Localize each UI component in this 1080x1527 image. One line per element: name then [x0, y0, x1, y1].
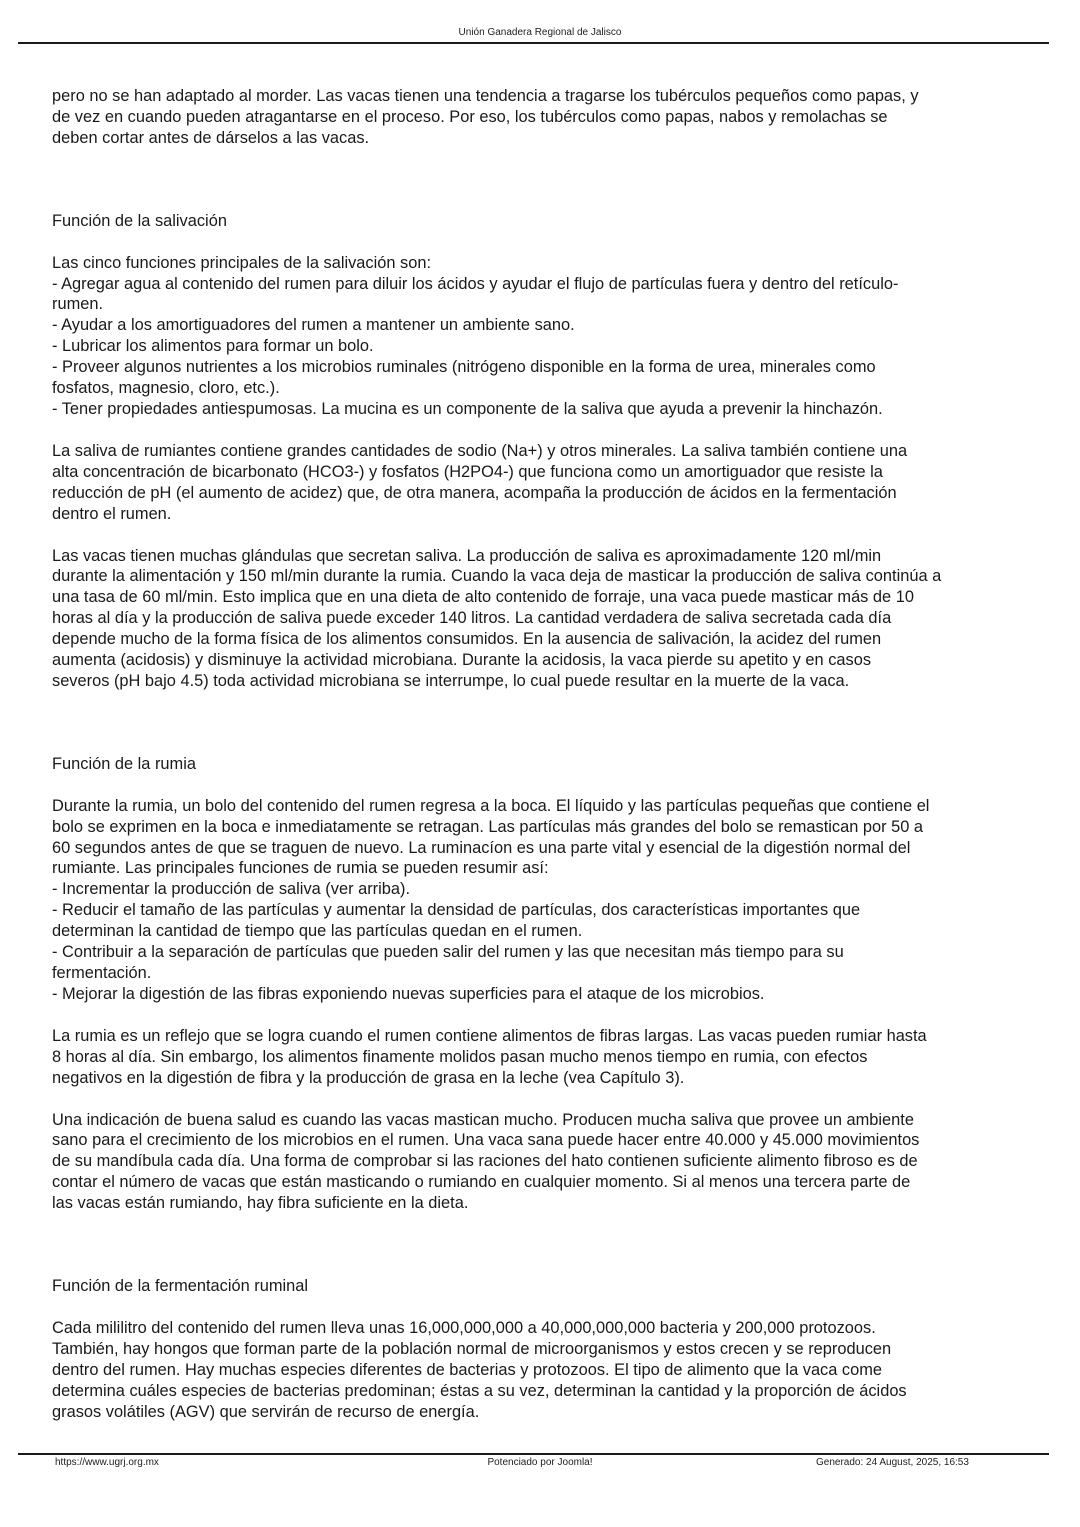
text-line: de su mandíbula cada día. Una forma de comprobar si las raciones del hato contienen suficiente alimento fibroso es de: [52, 1152, 918, 1171]
paragraph: [52, 1110, 1042, 1215]
list-item: - Tener propiedades antiespumosas. La mucina es un componente de la saliva que ayuda a prevenir la hinchazón.: [52, 399, 883, 418]
text-line: durante la alimentación y 150 ml/min durante la rumia. Cuando la vaca deja de masticar la producción de saliva continúa a: [52, 567, 942, 586]
paragraph: [52, 441, 1042, 525]
paragraph: [52, 796, 1042, 1005]
spacer: [52, 149, 1042, 211]
text-line: bolo se exprimen en la boca e inmediatamente se retragan. Las partículas más grandes del bolo se remastican por 50 a: [52, 817, 924, 836]
text-line: dentro del rumen. Hay muchas especies diferentes de bacterias y protozoos. El tipo de alimento que la vaca come: [52, 1360, 883, 1379]
text-line: Cada mililitro del contenido del rumen lleva unas 16,000,000,000 a 40,000,000,000 bacteria y 200,000 protozoos.: [52, 1318, 876, 1337]
header-divider: [18, 42, 1049, 44]
spacer: [52, 1297, 1042, 1318]
section-heading-salivacion: Función de la salivación: [52, 211, 227, 230]
text-line: La saliva de rumiantes contiene grandes cantidades de sodio (Na+) y otros minerales. La saliva también contiene una: [52, 441, 908, 460]
text-line: También, hay hongos que forman parte de la población normal de microorganismos y estos crecen y se reproducen: [52, 1339, 892, 1358]
paragraph: [52, 546, 1042, 692]
paragraph: [52, 1318, 1042, 1423]
text-line: determinan la cantidad de tiempo que las partículas quedan en el rumen.: [52, 922, 583, 941]
text-line: 8 horas al día. Sin embargo, los alimentos finamente molidos pasan mucho menos tiempo en rumia, con efectos: [52, 1047, 868, 1066]
list-item: - Reducir el tamaño de las partículas y aumentar la densidad de partículas, dos características importantes que: [52, 901, 861, 920]
spacer: [52, 232, 1042, 253]
spacer: [52, 420, 1042, 441]
spacer: [52, 1005, 1042, 1026]
text-line: las vacas están rumiando, hay fibra suficiente en la dieta.: [52, 1194, 469, 1213]
list-item: - Ayudar a los amortiguadores del rumen a mantener un ambiente sano.: [52, 316, 575, 335]
spacer: [52, 1214, 1042, 1276]
text-line: de vez en cuando pueden atragantarse en el proceso. Por eso, los tubérculos como papas, nabos y remolachas se: [52, 107, 888, 126]
text-line: fosfatos, magnesio, cloro, etc.).: [52, 379, 280, 398]
section-heading-fermentacion: Función de la fermentación ruminal: [52, 1277, 309, 1296]
paragraph: [52, 1026, 1042, 1089]
text-line: depende mucho de la forma física de los alimentos consumidos. En la ausencia de salivación, la acidez del rumen: [52, 630, 882, 649]
text-line: Durante la rumia, un bolo del contenido del rumen regresa a la boca. El líquido y las partículas pequeñas que contiene el: [52, 796, 930, 815]
text-line: rumen.: [52, 295, 104, 314]
list-item: - Contribuir a la separación de partículas que pueden salir del rumen y las que necesitan más tiempo para su: [52, 943, 844, 962]
text-line: severos (pH bajo 4.5) toda actividad microbiana se interrumpe, lo cual puede resultar en la muerte de la vaca.: [52, 671, 850, 690]
text-line: reducción de pH (el aumento de acidez) que, de otra manera, acompaña la producción de ácidos en la fermentación: [52, 483, 897, 502]
text-line: contar el número de vacas que están masticando o rumiando en cualquier momento. Si al menos una tercera parte de: [52, 1173, 911, 1192]
text-line: pero no se han adaptado al morder. Las vacas tienen una tendencia a tragarse los tubérculos pequeños como papas, y: [52, 87, 919, 105]
list-item: - Lubricar los alimentos para formar un bolo.: [52, 337, 374, 356]
text-line: dentro el rumen.: [52, 504, 172, 523]
footer-powered-by: Potenciado por Joomla!: [487, 1457, 593, 1468]
text-line: sano para el crecimiento de los microbios en el rumen. Una vaca sana puede hacer entre 40.000 y 45.000 movimientos: [52, 1131, 920, 1150]
footer-divider: [18, 1453, 1049, 1455]
paragraph: [52, 253, 1042, 420]
text-line: grasos volátiles (AGV) que servirán de recurso de energía.: [52, 1402, 480, 1421]
list-item: - Agregar agua al contenido del rumen para diluir los ácidos y ayudar el flujo de partículas fuera y dentro del retículo-: [52, 274, 899, 293]
text-line: alta concentración de bicarbonato (HCO3-) y fosfatos (H2PO4-) que funciona como un amortiguador que resiste la: [52, 462, 883, 481]
text-line: deben cortar antes de dárselos a las vacas.: [52, 128, 370, 147]
text-line: rumiante. Las principales funciones de rumia se pueden resumir así:: [52, 859, 549, 878]
intro-paragraph: [52, 86, 1042, 149]
list-item: - Mejorar la digestión de las fibras exponiendo nuevas superficies para el ataque de los microbios.: [52, 984, 765, 1003]
text-line: fermentación.: [52, 964, 152, 982]
spacer: [52, 1089, 1042, 1110]
text-line: 60 segundos antes de que se traguen de nuevo. La ruminacíon es una parte vital y esencial de la digestión normal del: [52, 838, 911, 857]
document-body: [52, 86, 1042, 1423]
document-header-title: Unión Ganadera Regional de Jalisco: [458, 27, 622, 38]
section-heading-rumia: Función de la rumia: [52, 754, 196, 773]
list-item: - Incrementar la producción de saliva (ver arriba).: [52, 880, 411, 899]
text-line: La rumia es un reflejo que se logra cuando el rumen contiene alimentos de fibras largas. Las vacas pueden rumiar hasta: [52, 1026, 927, 1045]
footer-generated-timestamp: Generado: 24 August, 2025, 16:53: [816, 1457, 969, 1468]
text-line: negativos en la digestión de fibra y la producción de grasa en la leche (vea Capítulo 3).: [52, 1068, 685, 1087]
text-line: una tasa de 60 ml/min. Esto implica que en una dieta de alto contenido de forraje, una vaca puede masticar más de 10: [52, 588, 914, 607]
text-line: Las vacas tienen muchas glándulas que secretan saliva. La producción de saliva es aproximadamente 120 ml/min: [52, 546, 882, 565]
text-line: determina cuáles especies de bacterias predominan; éstas a su vez, determinan la cantidad y la proporción de ácidos: [52, 1381, 907, 1400]
text-line: Las cinco funciones principales de la salivación son:: [52, 253, 432, 272]
spacer: [52, 692, 1042, 754]
text-line: horas al día y la producción de saliva puede exceder 140 litros. La cantidad verdadera de saliva secretada cada día: [52, 609, 892, 628]
text-line: Una indicación de buena salud es cuando las vacas mastican mucho. Producen mucha saliva que provee un ambiente: [52, 1110, 914, 1129]
spacer: [52, 525, 1042, 546]
footer-url-link[interactable]: https://www.ugrj.org.mx: [55, 1457, 159, 1468]
spacer: [52, 775, 1042, 796]
list-item: - Proveer algunos nutrientes a los microbios ruminales (nitrógeno disponible en la forma de urea, minerales como: [52, 358, 876, 377]
text-line: aumenta (acidosis) y disminuye la actividad microbiana. Durante la acidosis, la vaca pierde su apetito y en casos: [52, 651, 872, 670]
